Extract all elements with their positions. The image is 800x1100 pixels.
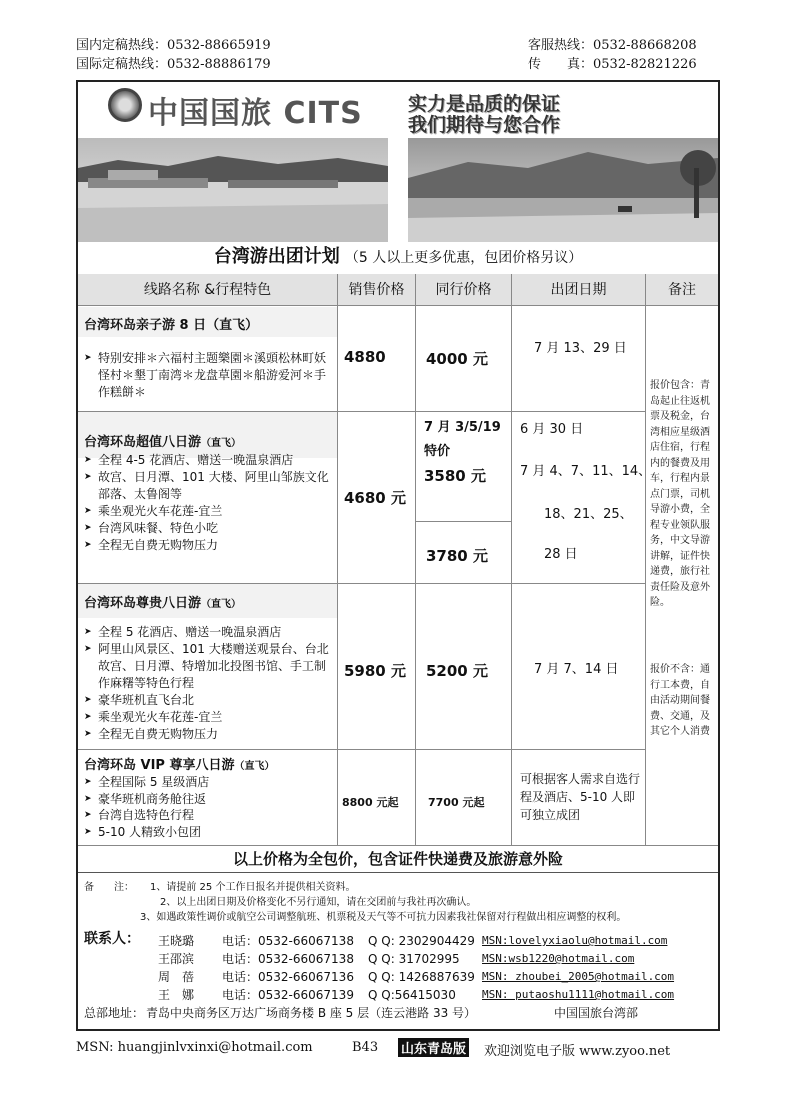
footer-welcome: 欢迎浏览电子版 www.zyoo.net [484, 1044, 671, 1059]
note-line: 1、请提前 25 个工作日报名并提供相关资料。 [150, 882, 356, 893]
route-4-feature: ➤ 全程国际 5 星级酒店 [84, 774, 332, 791]
remarks-excluded: 报价不含：通行工本费，自由活动期间餐费、交通，及其它个人消费 [650, 664, 710, 737]
contact-qq: Q Q: 1426887639 [368, 970, 475, 984]
col-header-price: 销售价格 [338, 274, 416, 306]
divider [78, 872, 718, 873]
route-1-price: 4880 [344, 348, 386, 366]
route-3-feature: ➤ 乘坐观光火车花莲-宜兰 [84, 709, 332, 726]
route-4-features [84, 774, 332, 840]
route-4-dates: 可根据客人需求自选行程及酒店、5-10 人即可独立成团 [520, 772, 641, 822]
brand-logo-text: 中国国旅 CITS [148, 96, 363, 131]
route-3-dates: 7 月 7、14 日 [534, 662, 619, 677]
hq-address: 青岛中央商务区万达广场商务楼 B 座 5 层（连云港路 33 号） [146, 1006, 477, 1020]
route-3-peer-price: 5200 元 [426, 662, 488, 680]
route-3-feature: ➤ 豪华班机直飞台北 [84, 692, 332, 709]
route-1-name: 台湾环岛亲子游 8 日（直飞） [84, 318, 259, 333]
route-2-feature: ➤ 乘坐观光火车花莲-宜兰 [84, 503, 332, 520]
note-line: 3、如遇政策性调价或航空公司调整航班、机票税及天气等不可抗力因素我社保留对行程做出相应调整的权利。 [140, 912, 627, 923]
contact-name: 王晓璐 [158, 934, 195, 948]
harbor-photo [78, 138, 388, 242]
route-2-feature: ➤ 全程无自费无购物压力 [84, 537, 332, 554]
route-3-feature: ➤ 阿里山风景区、101 大楼赠送观景台、台北故宫、日月潭、特增加北投图书馆、手工制作麻糬等特色行程 [84, 641, 332, 692]
contact-msn[interactable]: MSN: putaoshu1111@hotmail.com [482, 988, 675, 1001]
service-hotline: 客服热线：0532-88668208 [528, 38, 697, 53]
route-2-special-label: 特价 [424, 444, 451, 459]
route-4-feature: ➤ 豪华班机商务舱往返 [84, 791, 332, 808]
route-2-date-line: 6 月 30 日 [520, 422, 584, 437]
title-subtitle: （5 人以上更多优惠，包团价格另议） [344, 250, 583, 266]
grid-line [78, 411, 646, 412]
tour-plan-title [78, 242, 718, 275]
lake-photo [408, 138, 718, 242]
grid-line [645, 306, 646, 846]
route-2-date-line: 28 日 [544, 547, 578, 562]
flyer-frame [76, 80, 720, 1031]
contact-name: 王邵滨 [158, 952, 195, 966]
route-3-price: 5980 元 [344, 662, 406, 680]
slogan-line-2: 我们期待与您合作 [408, 114, 561, 136]
contact-qq: Q Q:56415030 [368, 988, 456, 1002]
contact-name: 王 娜 [158, 988, 195, 1002]
edition-badge: 山东青岛版 [398, 1038, 469, 1057]
route-3-feature: ➤ 全程无自费无购物压力 [84, 726, 332, 743]
col-header-peer-price: 同行价格 [416, 274, 512, 306]
route-1-dates: 7 月 13、29 日 [534, 341, 627, 356]
col-header-remarks: 备注 [646, 274, 718, 306]
domestic-hotline: 国内定稿热线：0532-88665919 [76, 38, 271, 53]
route-2-feature: ➤ 全程 4-5 花酒店、赠送一晚温泉酒店 [84, 452, 332, 469]
contact-qq: Q Q: 31702995 [368, 952, 460, 966]
route-4-title: 台湾环岛 VIP 尊享八日游 [84, 758, 235, 773]
lake-photo-image [408, 138, 718, 242]
route-1-features [84, 350, 332, 401]
route-2-title: 台湾环岛超值八日游 [84, 435, 202, 450]
harbor-photo-image [78, 138, 388, 242]
route-4-tag: （直飞） [234, 761, 275, 772]
route-2-feature: ➤ 台湾风味餐、特色小吃 [84, 520, 332, 537]
contact-msn[interactable]: MSN:wsb1220@hotmail.com [482, 952, 635, 965]
slogan-line-1: 实力是品质的保证 [408, 93, 561, 115]
grid-line [337, 306, 338, 846]
brand-row [78, 82, 718, 138]
grid-line [78, 583, 646, 584]
title-main: 台湾游出团计划 [213, 246, 340, 267]
footer-msn: MSN: huangjinlvxinxi@hotmail.com [76, 1040, 313, 1055]
route-2-features [84, 452, 332, 554]
grid-line [415, 306, 416, 846]
contacts-label: 联系人： [84, 931, 140, 947]
route-2-special-price: 3580 元 [424, 467, 486, 485]
route-4-feature: ➤ 5-10 人精致小包团 [84, 824, 332, 841]
slogan [408, 94, 560, 136]
grid-line [416, 521, 512, 522]
route-3-title: 台湾环岛尊贵八日游 [84, 596, 202, 611]
route-2-peer-price: 3780 元 [426, 547, 488, 565]
note-line: 2、以上出团日期及价格变化不另行通知，请在交团前与我社再次确认。 [160, 897, 477, 908]
route-4-peer-price: 7700 元起 [428, 796, 485, 809]
route-2-date-line: 7 月 4、7、11、14、 [520, 464, 652, 479]
contact-tel: 电话：0532-66067136 [222, 970, 354, 984]
contact-tel: 电话：0532-66067138 [222, 952, 354, 966]
route-2-name [84, 431, 241, 450]
route-2-feature: ➤ 故宫、日月潭、101 大楼、阿里山邹族文化部落、太鲁阁等 [84, 469, 332, 503]
contact-msn[interactable]: MSN: zhoubei_2005@hotmail.com [482, 970, 675, 983]
international-hotline: 国际定稿热线：0532-88886179 [76, 57, 271, 72]
company-name: 中国国旅台湾部 [554, 1006, 639, 1020]
route-3-name [84, 592, 241, 611]
grid-line [78, 749, 646, 750]
fax-number: 传 真：0532-82821226 [528, 57, 697, 72]
remarks-included: 报价包含：青岛起止往返机票及税金，台湾相应星级酒店住宿，行程内的餐费及用车，行程内景点门票，司机导游小费，全程专业领队服务，中文导游讲解，证件快递费，旅行社责任险及意外险。 [650, 380, 710, 608]
route-2-special-date: 7 月 3/5/19 [424, 420, 501, 435]
cits-logo-icon [108, 88, 142, 122]
notes-label: 备 注： [84, 882, 134, 893]
route-3-tag: （直飞） [201, 599, 242, 610]
grid-line [511, 306, 512, 846]
address-label: 总部地址： [84, 1006, 145, 1020]
route-4-name [84, 754, 274, 773]
route-3-feature: ➤ 全程 5 花酒店、赠送一晚温泉酒店 [84, 624, 332, 641]
contact-qq: Q Q: 2302904429 [368, 934, 475, 948]
page-number: B43 [352, 1040, 379, 1055]
route-3-features [84, 624, 332, 743]
contact-tel: 电话：0532-66067139 [222, 988, 354, 1002]
route-4-feature: ➤ 台湾自选特色行程 [84, 807, 332, 824]
route-1-peer-price: 4000 元 [426, 350, 488, 368]
all-inclusive-note: 以上价格为全包价，包含证件快递费及旅游意外险 [232, 850, 563, 868]
contact-tel: 电话：0532-66067138 [222, 934, 354, 948]
contact-msn[interactable]: MSN:lovelyxiaolu@hotmail.com [482, 934, 668, 947]
route-2-tag: （直飞） [201, 438, 242, 449]
route-1-feature: ➤ 特别安排＊六福村主题樂園＊溪頭松林町妖怪村＊墾丁南湾＊龙盘草園＊船游爱河＊手作糕餅＊ [84, 350, 332, 401]
route-2-date-line: 18、21、25、 [544, 507, 633, 522]
route-2-price: 4680 元 [344, 489, 406, 507]
contact-name: 周 蓓 [158, 970, 195, 984]
route-4-price: 8800 元起 [342, 796, 399, 809]
col-header-dates: 出团日期 [512, 274, 646, 306]
col-header-route: 线路名称 &行程特色 [78, 274, 338, 306]
